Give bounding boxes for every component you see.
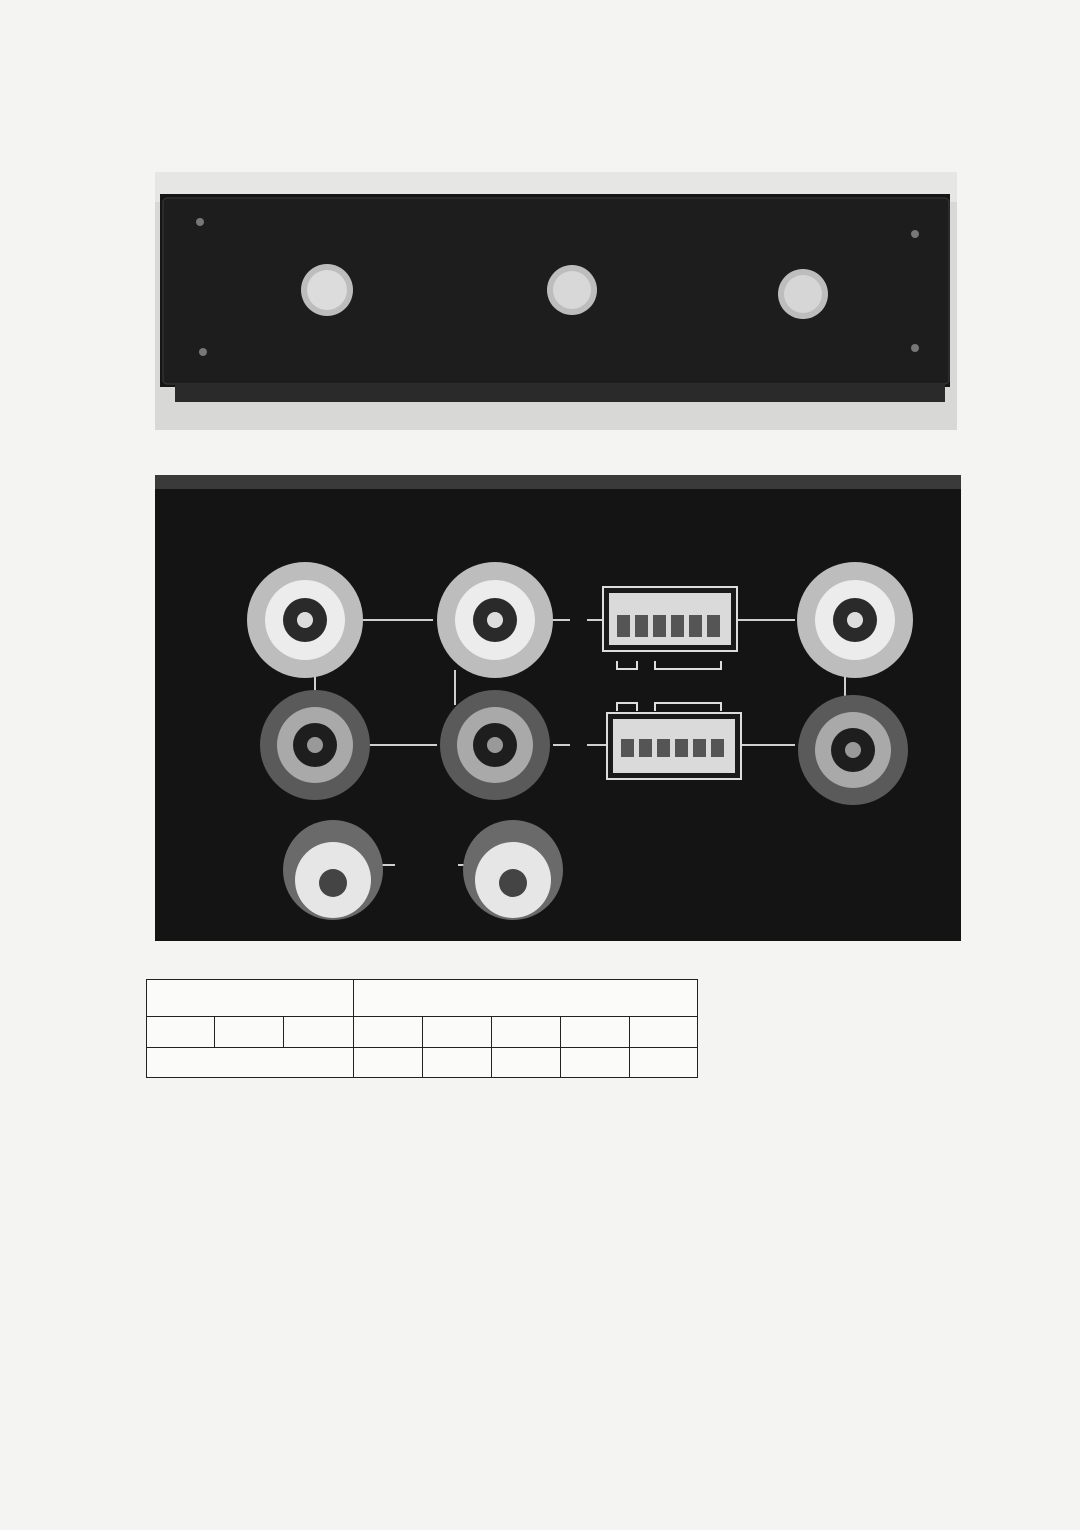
mm-right-jack [260,690,370,800]
mc-left-jack [437,562,553,678]
table-cell [354,1047,423,1078]
column-header [423,1017,492,1048]
power-knob [301,264,353,316]
super-gain-row [147,1047,698,1078]
table-cell [423,1047,492,1078]
column-header [630,1017,698,1048]
screw-icon [911,344,919,352]
mc-right-jack [440,690,550,800]
screw-icon [199,348,207,356]
impedance-load-header [354,980,698,1017]
column-header [147,1017,215,1048]
column-header [561,1017,630,1048]
super-gain-header [147,1047,354,1078]
screw-icon [196,218,204,226]
dip-switch-left [603,587,737,651]
gnd-terminal-left [283,820,383,920]
column-header [284,1017,354,1048]
column-header [492,1017,561,1048]
mm-mc-knob [547,265,597,315]
gain-knob [778,269,828,319]
gain-load-header [147,980,354,1017]
dip-switch-right [607,713,741,779]
front-panel-photo [155,172,957,430]
table-column-row [147,1017,698,1048]
table-header-row [147,980,698,1017]
table-cell [630,1047,698,1078]
rear-panel-photo [155,475,961,941]
gain-impedance-table [146,979,698,1078]
output-left-jack [797,562,913,678]
column-header [215,1017,284,1048]
screw-icon [911,230,919,238]
table-cell [492,1047,561,1078]
output-right-jack [798,695,908,805]
table-cell [561,1047,630,1078]
column-header [354,1017,423,1048]
gnd-terminal-right [463,820,563,920]
mm-left-jack [247,562,363,678]
